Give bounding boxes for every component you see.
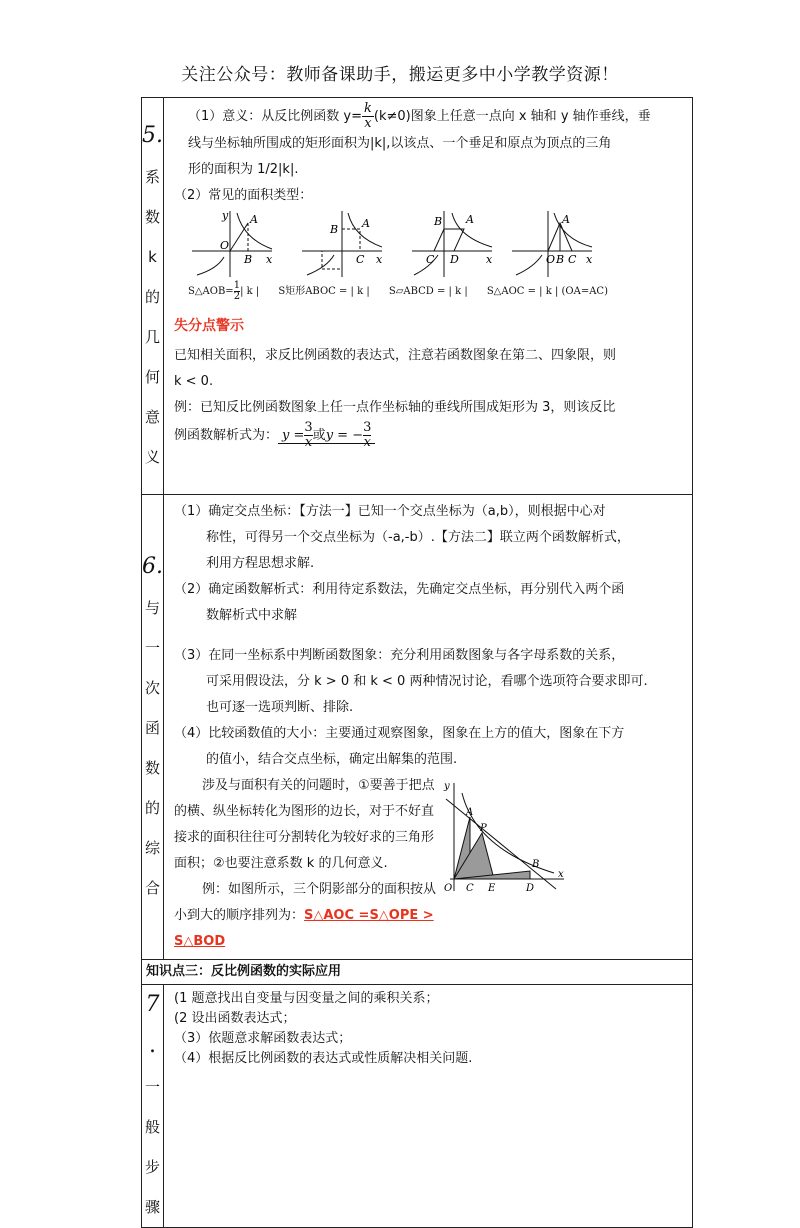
section-6-title-b: 数的综合 [144, 758, 160, 897]
section-5-title-a: 系数 k 的 [144, 167, 160, 306]
svg-text:E: E [488, 883, 496, 894]
s6-line-3: 利用方程思想求解. [206, 556, 315, 571]
s7-line-2: (2 设出函数表达式； [174, 1011, 296, 1026]
svg-text:O: O [220, 239, 230, 252]
diagram-aob [192, 209, 273, 277]
s6-line-10: 的值小，结合交点坐标，确定出解集的范围. [206, 752, 458, 767]
s6-area-line-1: 涉及与面积有关的问题时，①要善于把点 [202, 778, 435, 793]
s6-area-line-6 [174, 903, 436, 955]
svg-text:O: O [444, 883, 453, 894]
caption-aoc: S△AOC = | k | (OA=AC) [486, 286, 608, 297]
svg-text:A: A [466, 807, 474, 818]
section-7-content [164, 985, 693, 1228]
svg-text:C: C [356, 253, 365, 266]
svg-text:O: O [546, 253, 556, 266]
section-7-dot: . [149, 1033, 156, 1058]
example-prefix: 例函数解析式为： [174, 428, 279, 443]
kp3-heading: 知识点三：反比例函数的实际应用 [142, 960, 693, 985]
s6-area-line-4: 面积；②也要注意系数 k 的几何意义. [174, 856, 388, 871]
s6-area-line-5: 例：如图所示，三个阴影部分的面积按从 [202, 882, 437, 897]
s7-line-4: （4）根据反比例函数的表达式或性质解决相关问题. [174, 1051, 473, 1066]
svg-text:A: A [362, 217, 370, 230]
svg-text:A: A [466, 213, 474, 226]
meaning-line-1 [174, 102, 682, 131]
section-5-label [142, 98, 164, 495]
section-6-label [142, 495, 164, 960]
svg-text:B: B [556, 253, 565, 266]
area-type-diagrams [182, 209, 682, 279]
meaning-line-2: 线与坐标轴所围成的矩形面积为|k|,以该点、一个垂足和原点为顶点的三角 [188, 136, 612, 151]
kp3-row [142, 960, 693, 985]
svg-text:A: A [250, 213, 258, 226]
diagram-abo-c [302, 211, 383, 277]
page-header: 关注公众号：教师备课助手，搬运更多中小学教学资源！ [181, 65, 619, 85]
meaning-line-3: 形的面积为 1/2|k|. [188, 162, 299, 177]
svg-text:D: D [526, 883, 535, 894]
svg-text:x: x [558, 869, 564, 880]
warning-line-1: 已知相关面积，求反比例函数的表达式，注意若函数图象在第二、四象限，则 [174, 348, 617, 363]
svg-text:C: C [426, 253, 435, 266]
s6-line-6: （3）在同一坐标系中判断函数图象：充分利用函数图象与各字母系数的关系， [174, 648, 625, 663]
meaning-text-a: （1）意义：从反比例函数 y= [188, 109, 362, 124]
warning-heading: 失分点警示 [174, 318, 244, 334]
section-7-number: 7 [145, 992, 160, 1017]
section-7-title-a: 一般步 [144, 1078, 160, 1176]
section-6-content [164, 495, 693, 960]
s6-area-prefix: 小到大的顺序排列为： [174, 908, 305, 923]
area-type-captions [188, 279, 608, 305]
section-6-number: 6. [142, 553, 163, 579]
svg-text:B: B [330, 223, 339, 236]
s6-line-9: （4）比较函数值的大小：主要通过观察图象，图象在上方的值大，图象在下方 [174, 726, 625, 741]
s6-area-line-3: 接求的面积往往可分割转化为较好求的三角形 [174, 830, 435, 845]
section-7-label [142, 985, 164, 1228]
notes-table [141, 97, 693, 1228]
svg-text:C: C [466, 883, 474, 894]
warning-line-2: k < 0. [174, 374, 214, 389]
example-line-2 [174, 421, 682, 450]
example-answer: y = $\frac{3}{x}$ 或y = − $\frac{3}{x}$ [278, 428, 375, 444]
s6-area-answer: S△AOC =S△OPE > S△BOD [174, 908, 434, 949]
example-line-1: 例：已知反比例函数图象上任一点作坐标轴的垂线所围成矩形为 3，则该反比 [174, 400, 616, 415]
section-6-title-a: 与一次函 [144, 598, 160, 737]
s6-line-5: 数解析式中求解 [206, 608, 298, 623]
s7-line-3: （3）依题意求解函数表达式； [174, 1031, 352, 1046]
section-5-number: 5. [142, 122, 163, 148]
s6-area-text [174, 773, 436, 955]
section-5-content [164, 98, 693, 495]
svg-text:x: x [586, 253, 593, 266]
s7-line-1: (1 题意找出自变量与因变量之间的乘积关系； [174, 991, 439, 1006]
svg-text:x: x [486, 253, 493, 266]
svg-text:y: y [222, 209, 229, 222]
section-5-row [142, 98, 693, 495]
caption-abcd: S▱ABCD = | k | [388, 286, 468, 297]
svg-text:x: x [376, 253, 383, 266]
caption-abo-c: S矩形ABOC = | k | [278, 286, 370, 297]
meaning-frac-num: k [364, 101, 372, 116]
section-7-title-b: 骤 [144, 1198, 160, 1216]
svg-text:y: y [444, 781, 450, 792]
s6-area-block [174, 773, 682, 955]
s6-line-7: 可采用假设法，分 k > 0 和 k < 0 两种情况讨论，看哪个选项符合要求即可. [206, 674, 648, 689]
s6-line-4: （2）确定函数解析式：利用待定系数法，先确定交点坐标，再分别代入两个函 [174, 582, 625, 597]
section-5-title-b: 几何意义 [144, 327, 160, 466]
s6-line-8: 也可逐一选项判断、排除. [206, 700, 354, 715]
svg-text:x: x [266, 253, 273, 266]
s6-line-1: （1）确定交点坐标：【方法一】已知一个交点坐标为（a,b），则根据中心对 [174, 504, 606, 519]
svg-text:B: B [244, 253, 253, 266]
svg-text:B: B [532, 859, 540, 870]
svg-text:B: B [434, 215, 443, 228]
s6-area-line-2: 的横、纵坐标转化为图形的边长，对于不好直 [174, 804, 435, 819]
s6-line-2: 称性，可得另一个交点坐标为（-a,-b）.【方法二】联立两个函数解析式， [206, 530, 630, 545]
svg-text:D: D [450, 253, 459, 266]
area-types-heading: （2）常见的面积类型： [174, 188, 313, 203]
meaning-frac-den: x [364, 116, 372, 131]
svg-text:C: C [568, 253, 577, 266]
meaning-text-b: (k≠0)图象上任意一点向 x 轴和 y 轴作垂线，垂 [373, 109, 651, 124]
diagram-aoc [512, 211, 593, 277]
section-6-row [142, 495, 693, 960]
caption-aob: S△AOB= $\frac{1}{2}$ | k | [188, 280, 260, 302]
section-7-row [142, 985, 693, 1228]
diagram-abcd [412, 211, 493, 277]
shaded-area-figure [436, 779, 566, 899]
svg-text:A: A [562, 213, 570, 226]
svg-text:P: P [480, 823, 487, 834]
